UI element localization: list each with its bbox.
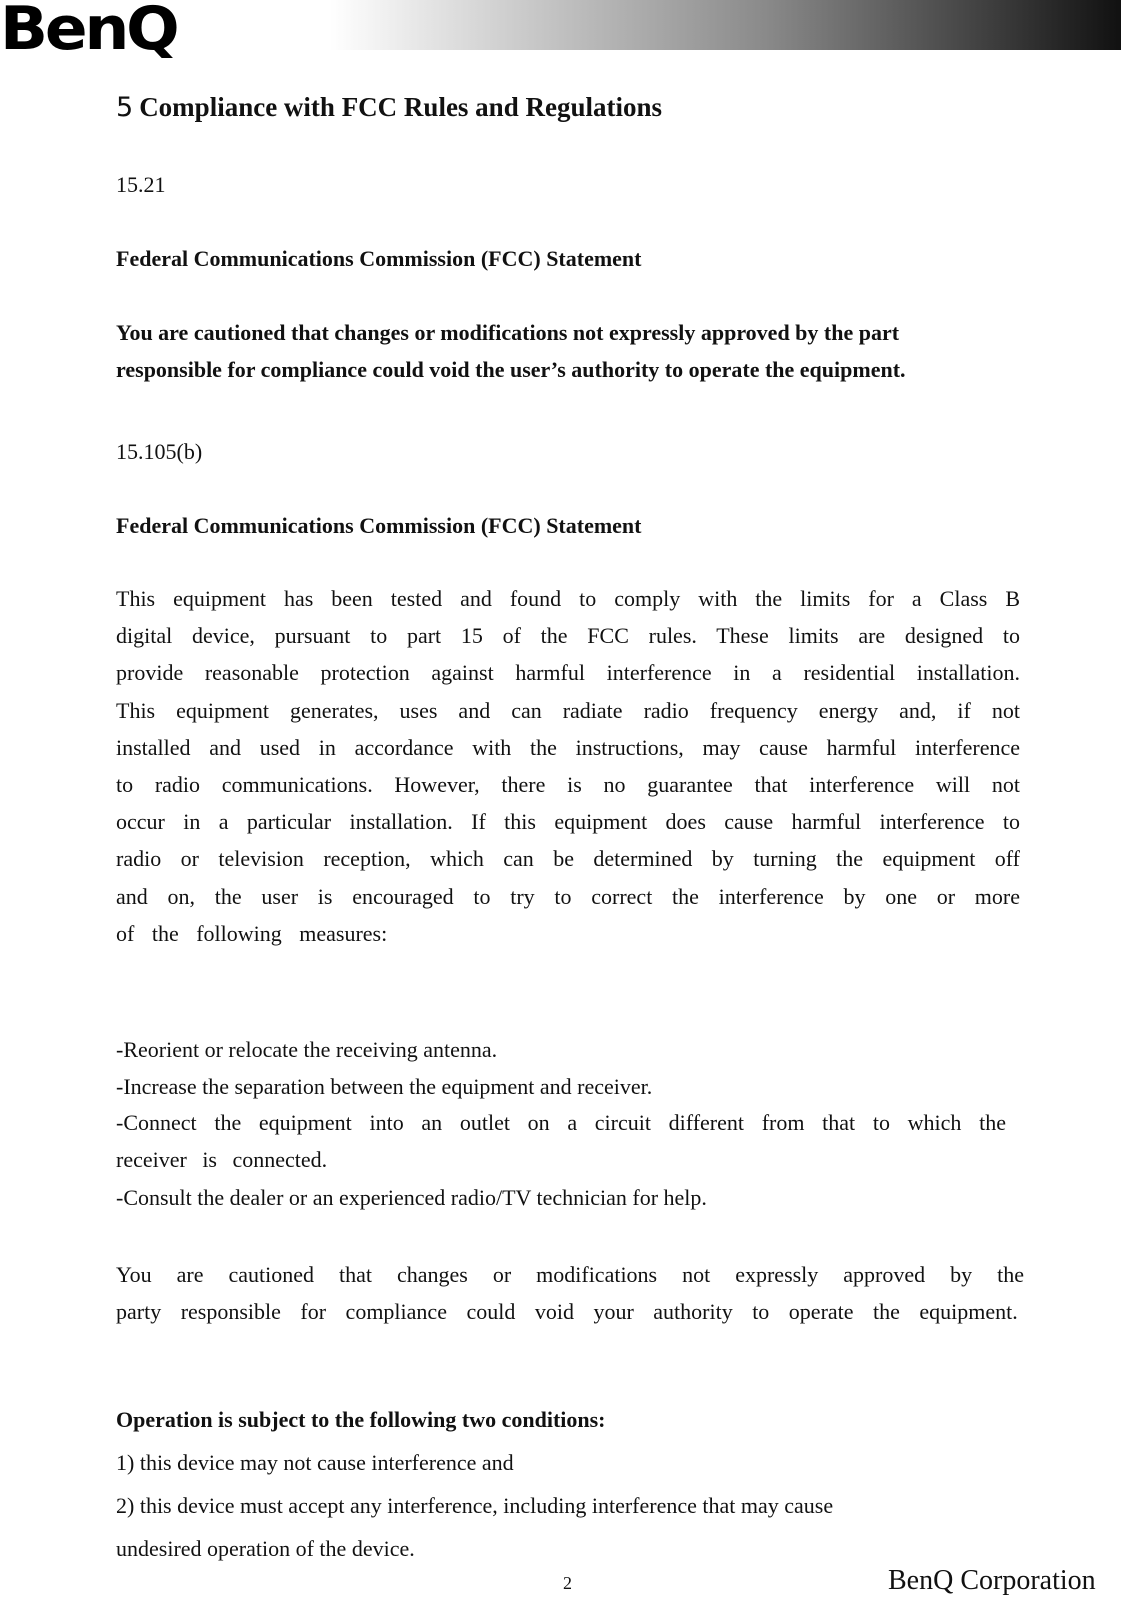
- fcc-statement-heading-2: Federal Communications Commission (FCC) Statement: [116, 513, 642, 538]
- section-ref-15-105b: 15.105(b): [116, 439, 203, 464]
- caution-line-1: You are cautioned that changes or modifications not expressly approved by the part: [116, 320, 900, 345]
- caution-paragraph: You are cautioned that changes or modifications not expressly approved by the party responsible for compliance could void your authority to operate the equipment.: [116, 1262, 1024, 1325]
- caution-line-2: responsible for compliance could void the user’s authority to operate the equipment.: [116, 357, 906, 382]
- condition-2-line-1: 2) this device must accept any interference, including interference that may cause: [116, 1493, 834, 1518]
- condition-1: 1) this device may not cause interference and: [116, 1450, 514, 1475]
- benq-logo: BenQ: [0, 0, 177, 64]
- page-number: 2: [563, 1573, 572, 1593]
- condition-2-line-2: undesired operation of the device.: [116, 1536, 415, 1561]
- section-ref-15-21: 15.21: [116, 172, 166, 197]
- measure-consult-dealer: -Consult the dealer or an experienced radio/TV technician for help.: [116, 1185, 707, 1210]
- measure-reorient: -Reorient or relocate the receiving antenna.: [116, 1037, 498, 1062]
- section-number: 5: [116, 92, 134, 123]
- section-title: Compliance with FCC Rules and Regulations: [139, 92, 662, 122]
- measure-connect-outlet: -Connect the equipment into an outlet on a circuit different from that to which the receiver is connected.: [116, 1110, 1006, 1172]
- page-title: [116, 92, 662, 123]
- company-name: BenQ Corporation: [888, 1565, 1096, 1596]
- header-gradient-bar: [330, 0, 1121, 50]
- fcc-statement-heading-1: Federal Communications Commission (FCC) Statement: [116, 246, 642, 271]
- measure-increase-separation: -Increase the separation between the equipment and receiver.: [116, 1074, 653, 1099]
- fcc-body-paragraph: This equipment has been tested and found to comply with the limits for a Class B digital device, pursuant to part 15 of the FCC rules. These limits are designed to provide reasonable protection against harmful interference in a residential installation. This equipment generates, uses and can radiate radio frequency energy and, if not installed and used in accordance with the instructions, may cause harmful interference to radio communications. However, there is no guarantee that interference will not occur in a particular installation. If this equipment does cause harmful interference to radio or television reception, which can be determined by turning the equipment off and on, the user is encouraged to try to correct the interference by one or more of the following measures:: [116, 586, 1020, 946]
- conditions-heading: Operation is subject to the following two conditions:: [116, 1407, 606, 1432]
